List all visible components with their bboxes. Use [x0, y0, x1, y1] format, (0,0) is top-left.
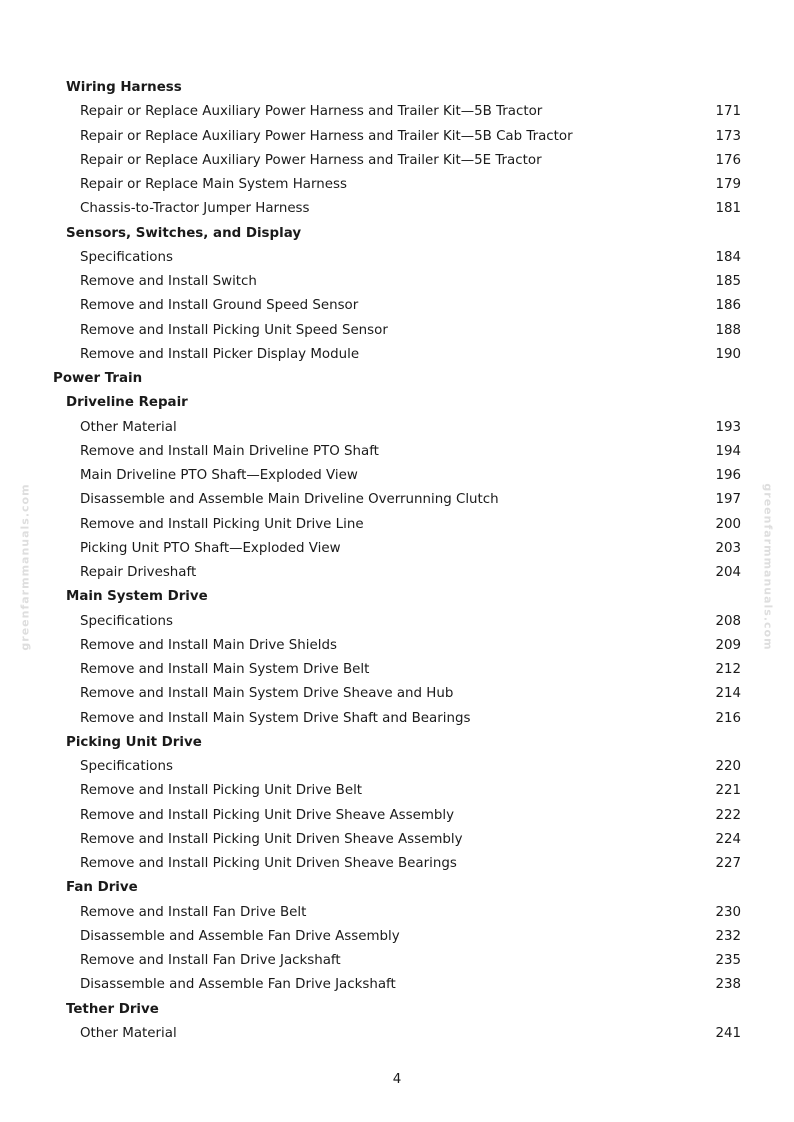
toc-entry — [0, 852, 794, 876]
toc-entry-title: Sensors, Switches, and Display — [66, 225, 302, 241]
toc-entry — [0, 779, 794, 803]
toc-entry-title: Repair or Replace Main System Harness — [80, 177, 347, 192]
toc-entry-title: Power Train — [53, 371, 143, 386]
table-of-contents — [0, 76, 794, 1046]
toc-entry-page: 209 — [715, 637, 741, 653]
watermark-left: greenfarmmanuals.com — [18, 483, 32, 651]
toc-entry-title: Specifications — [80, 249, 173, 265]
toc-entry — [0, 537, 794, 561]
toc-entry-page: 230 — [715, 904, 741, 920]
toc-heading — [0, 222, 794, 246]
toc-entry — [0, 610, 794, 634]
toc-entry-page: 220 — [715, 759, 741, 774]
toc-entry-page: 241 — [715, 1025, 741, 1041]
toc-entry — [0, 100, 794, 124]
watermark-right: greenfarmmanuals.com — [761, 483, 775, 651]
toc-entry-page: 227 — [715, 856, 741, 871]
toc-entry-title: Remove and Install Main System Drive Belt — [80, 662, 370, 677]
toc-entry — [0, 125, 794, 149]
toc-entry — [0, 828, 794, 852]
toc-entry-page: 203 — [715, 540, 741, 556]
toc-entry-title: Disassemble and Assemble Fan Drive Assembly — [80, 928, 400, 944]
toc-heading — [0, 76, 794, 100]
toc-entry — [0, 319, 794, 343]
toc-entry-title: Remove and Install Picker Display Module — [80, 346, 360, 362]
toc-heading — [0, 367, 794, 391]
toc-entry — [0, 949, 794, 973]
toc-entry-page: 185 — [715, 274, 741, 289]
toc-entry-title: Repair or Replace Auxiliary Power Harness and Trailer Kit—5E Tractor — [80, 152, 542, 168]
toc-entry — [0, 270, 794, 294]
toc-entry-page: 193 — [715, 419, 741, 435]
toc-entry-page: 208 — [715, 613, 741, 629]
toc-entry-title: Main System Drive — [66, 589, 208, 605]
toc-entry — [0, 634, 794, 658]
toc-entry-page: 176 — [715, 152, 741, 168]
toc-entry-title: Wiring Harness — [66, 80, 182, 95]
toc-entry — [0, 464, 794, 488]
toc-entry-title: Other Material — [80, 1025, 177, 1041]
toc-entry-page: 238 — [715, 977, 741, 993]
toc-entry — [0, 440, 794, 464]
toc-entry-title: Picking Unit Drive — [66, 734, 202, 750]
toc-entry — [0, 173, 794, 197]
toc-entry-title: Remove and Install Picking Unit Drive Line — [80, 516, 364, 532]
toc-entry-page: 235 — [715, 953, 741, 968]
toc-entry — [0, 416, 794, 440]
toc-entry-page: 190 — [715, 346, 741, 362]
toc-entry-title: Tether Drive — [66, 1001, 159, 1017]
toc-entry-page: 188 — [715, 322, 741, 338]
toc-entry — [0, 561, 794, 585]
toc-entry-page: 171 — [715, 104, 741, 120]
toc-entry-page: 181 — [715, 201, 741, 217]
toc-entry-page: 204 — [715, 565, 741, 580]
toc-entry-page: 212 — [715, 662, 741, 677]
toc-entry-title: Remove and Install Fan Drive Belt — [80, 904, 307, 920]
page-number: 4 — [392, 1072, 402, 1087]
toc-entry-title: Remove and Install Main System Drive Shaft and Bearings — [80, 710, 471, 726]
toc-entry-page: 200 — [715, 516, 741, 532]
toc-heading — [0, 876, 794, 900]
toc-entry — [0, 804, 794, 828]
toc-entry-title: Remove and Install Ground Speed Sensor — [80, 298, 359, 314]
toc-entry — [0, 343, 794, 367]
toc-entry-page: 197 — [715, 492, 741, 508]
toc-entry-title: Repair or Replace Auxiliary Power Harness and Trailer Kit—5B Tractor — [80, 104, 543, 120]
toc-entry-title: Fan Drive — [66, 880, 138, 896]
toc-entry — [0, 925, 794, 949]
toc-entry-title: Repair Driveshaft — [80, 565, 197, 580]
toc-entry — [0, 901, 794, 925]
toc-entry-title: Remove and Install Fan Drive Jackshaft — [80, 953, 341, 968]
toc-entry-page: 194 — [715, 443, 741, 459]
toc-entry-title: Chassis-to-Tractor Jumper Harness — [80, 201, 310, 217]
toc-heading — [0, 731, 794, 755]
toc-entry-page: 224 — [715, 831, 741, 847]
toc-entry-title: Specifications — [80, 759, 173, 774]
toc-entry-title: Disassemble and Assemble Fan Drive Jackshaft — [80, 977, 396, 993]
toc-entry-title: Remove and Install Picking Unit Driven Sheave Assembly — [80, 831, 463, 847]
toc-entry — [0, 1022, 794, 1046]
toc-entry — [0, 149, 794, 173]
toc-entry — [0, 513, 794, 537]
toc-entry-page: 173 — [715, 128, 741, 144]
toc-entry — [0, 488, 794, 512]
toc-entry — [0, 294, 794, 318]
toc-entry-title: Remove and Install Main Drive Shields — [80, 637, 337, 653]
toc-entry-title: Remove and Install Picking Unit Drive Belt — [80, 783, 363, 799]
toc-entry-page: 232 — [715, 928, 741, 944]
toc-entry — [0, 755, 794, 779]
toc-entry-page: 222 — [715, 807, 741, 823]
toc-entry — [0, 246, 794, 270]
toc-heading — [0, 585, 794, 609]
toc-entry-title: Other Material — [80, 419, 177, 435]
toc-entry-title: Specifications — [80, 613, 173, 629]
toc-entry-page: 221 — [715, 783, 741, 799]
toc-entry-title: Repair or Replace Auxiliary Power Harness and Trailer Kit—5B Cab Tractor — [80, 128, 573, 144]
toc-entry-page: 216 — [715, 710, 741, 726]
toc-entry — [0, 658, 794, 682]
toc-entry — [0, 197, 794, 221]
toc-heading — [0, 391, 794, 415]
toc-entry-page: 186 — [715, 298, 741, 314]
toc-entry-title: Remove and Install Switch — [80, 274, 257, 289]
toc-entry-page: 184 — [715, 249, 741, 265]
toc-entry-page: 196 — [715, 468, 741, 483]
toc-entry-page: 179 — [715, 177, 741, 192]
toc-entry-page: 214 — [715, 686, 741, 702]
toc-entry-title: Remove and Install Picking Unit Drive Sheave Assembly — [80, 807, 455, 823]
toc-entry-title: Disassemble and Assemble Main Driveline Overrunning Clutch — [80, 492, 499, 508]
toc-entry-title: Main Driveline PTO Shaft—Exploded View — [80, 468, 358, 483]
toc-entry-title: Picking Unit PTO Shaft—Exploded View — [80, 540, 341, 556]
toc-entry — [0, 707, 794, 731]
toc-heading — [0, 998, 794, 1022]
toc-entry — [0, 682, 794, 706]
toc-entry-title: Remove and Install Main Driveline PTO Shaft — [80, 443, 379, 459]
toc-entry-title: Driveline Repair — [66, 395, 188, 411]
toc-entry-title: Remove and Install Main System Drive Sheave and Hub — [80, 686, 454, 702]
toc-entry-title: Remove and Install Picking Unit Driven Sheave Bearings — [80, 856, 457, 871]
toc-entry-title: Remove and Install Picking Unit Speed Sensor — [80, 322, 388, 338]
toc-entry — [0, 973, 794, 997]
